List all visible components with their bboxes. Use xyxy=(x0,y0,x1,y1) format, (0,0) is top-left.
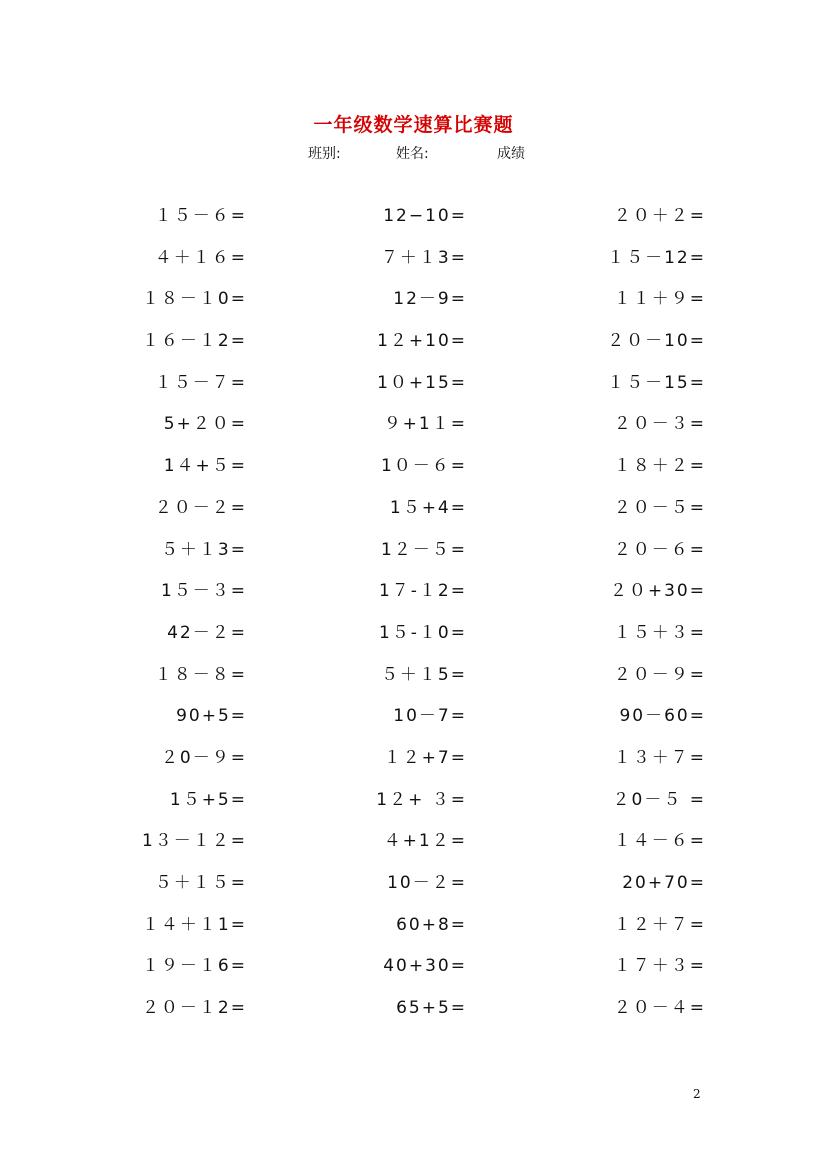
math-problem: １４－６= xyxy=(613,831,706,852)
math-problem: １３＋７= xyxy=(613,747,706,768)
problem-column-3 xyxy=(506,202,706,1036)
math-problem: １８－８= xyxy=(154,664,247,685)
math-problem: 1５+5= xyxy=(169,789,247,810)
math-problem: ２０－６= xyxy=(613,539,706,560)
math-problem: １２+7= xyxy=(383,747,467,768)
math-problem: 1０－６= xyxy=(380,456,467,477)
math-problem: 10－２= xyxy=(387,873,467,893)
math-problem: １１＋９= xyxy=(613,289,706,310)
math-problem: １９－１6= xyxy=(141,956,247,977)
math-problem: １５－６= xyxy=(154,206,247,226)
math-problem: ２０－３= xyxy=(613,414,706,435)
class-label: 班别: xyxy=(308,146,341,162)
math-problem: ２0－５ = xyxy=(612,789,706,810)
math-problem: 1２－５= xyxy=(380,539,467,560)
math-problem: 1４+５= xyxy=(163,456,247,477)
math-problem: １５－12= xyxy=(607,247,706,268)
name-label: 姓名: xyxy=(396,146,429,162)
problem-column-2 xyxy=(267,202,467,1036)
page-number: 2 xyxy=(693,1087,701,1101)
math-problem: 65+5= xyxy=(396,998,467,1019)
math-problem: ２０－１2= xyxy=(141,998,247,1019)
math-problem: １５－７= xyxy=(154,372,247,393)
math-problem: ２０－５= xyxy=(613,497,706,518)
math-problem: 1２+ ３= xyxy=(376,789,467,810)
math-problem: ５＋１5= xyxy=(380,664,467,685)
math-problem: 12−10= xyxy=(383,206,467,226)
math-problem: １６－１2= xyxy=(141,331,247,352)
math-problem: ２０－10= xyxy=(607,331,706,352)
math-problem: ５＋１５= xyxy=(154,873,247,893)
math-problem: １４＋１1= xyxy=(141,914,247,935)
math-problem: 12－9= xyxy=(393,289,467,310)
math-problem: ２０－２= xyxy=(154,497,247,518)
math-problem: ４+1２= xyxy=(383,831,467,852)
problem-column-1 xyxy=(47,202,247,1036)
math-problem: ９+1１= xyxy=(383,414,467,435)
math-problem: 60+8= xyxy=(396,914,467,935)
math-problem: 1５+4= xyxy=(389,497,467,518)
math-problem: ４＋１６= xyxy=(154,247,247,268)
math-problem: ２０－９= xyxy=(613,664,706,685)
math-problem: １５－15= xyxy=(607,372,706,393)
page-title: 一年级数学速算比赛题 xyxy=(313,114,514,136)
student-info-header xyxy=(0,143,827,165)
math-problem: 90－60= xyxy=(619,706,706,727)
math-problem: ２０＋２= xyxy=(613,206,706,226)
math-problem: 5+２０= xyxy=(163,414,247,435)
score-label: 成绩 xyxy=(497,146,525,162)
math-problem: 1５-１0= xyxy=(378,622,467,643)
math-problem: ７＋１3= xyxy=(380,247,467,268)
math-problem: 20+70= xyxy=(622,873,706,893)
math-problem: 42－２= xyxy=(167,622,247,643)
math-problem: 1２+10= xyxy=(377,331,467,352)
math-problem: １８＋２= xyxy=(613,456,706,477)
math-problem: １８－１0= xyxy=(141,289,247,310)
math-problem: ２０+30= xyxy=(609,581,706,602)
math-problem: １５＋３= xyxy=(613,622,706,643)
math-problem: ２0－９= xyxy=(160,747,247,768)
math-problem: 1７-１2= xyxy=(378,581,467,602)
math-problem: １２＋７= xyxy=(613,914,706,935)
math-problem: 10－7= xyxy=(393,706,467,727)
math-problem: ２０－４= xyxy=(613,998,706,1019)
math-problem: ５＋１3= xyxy=(160,539,247,560)
math-problem: 40+30= xyxy=(383,956,467,977)
math-problem: 1５－３= xyxy=(160,581,247,602)
math-problem: 90+5= xyxy=(176,706,247,727)
math-problem: １７＋３= xyxy=(613,956,706,977)
math-problem: 1３－１２= xyxy=(141,831,247,852)
math-problem: 1０+15= xyxy=(377,372,467,393)
